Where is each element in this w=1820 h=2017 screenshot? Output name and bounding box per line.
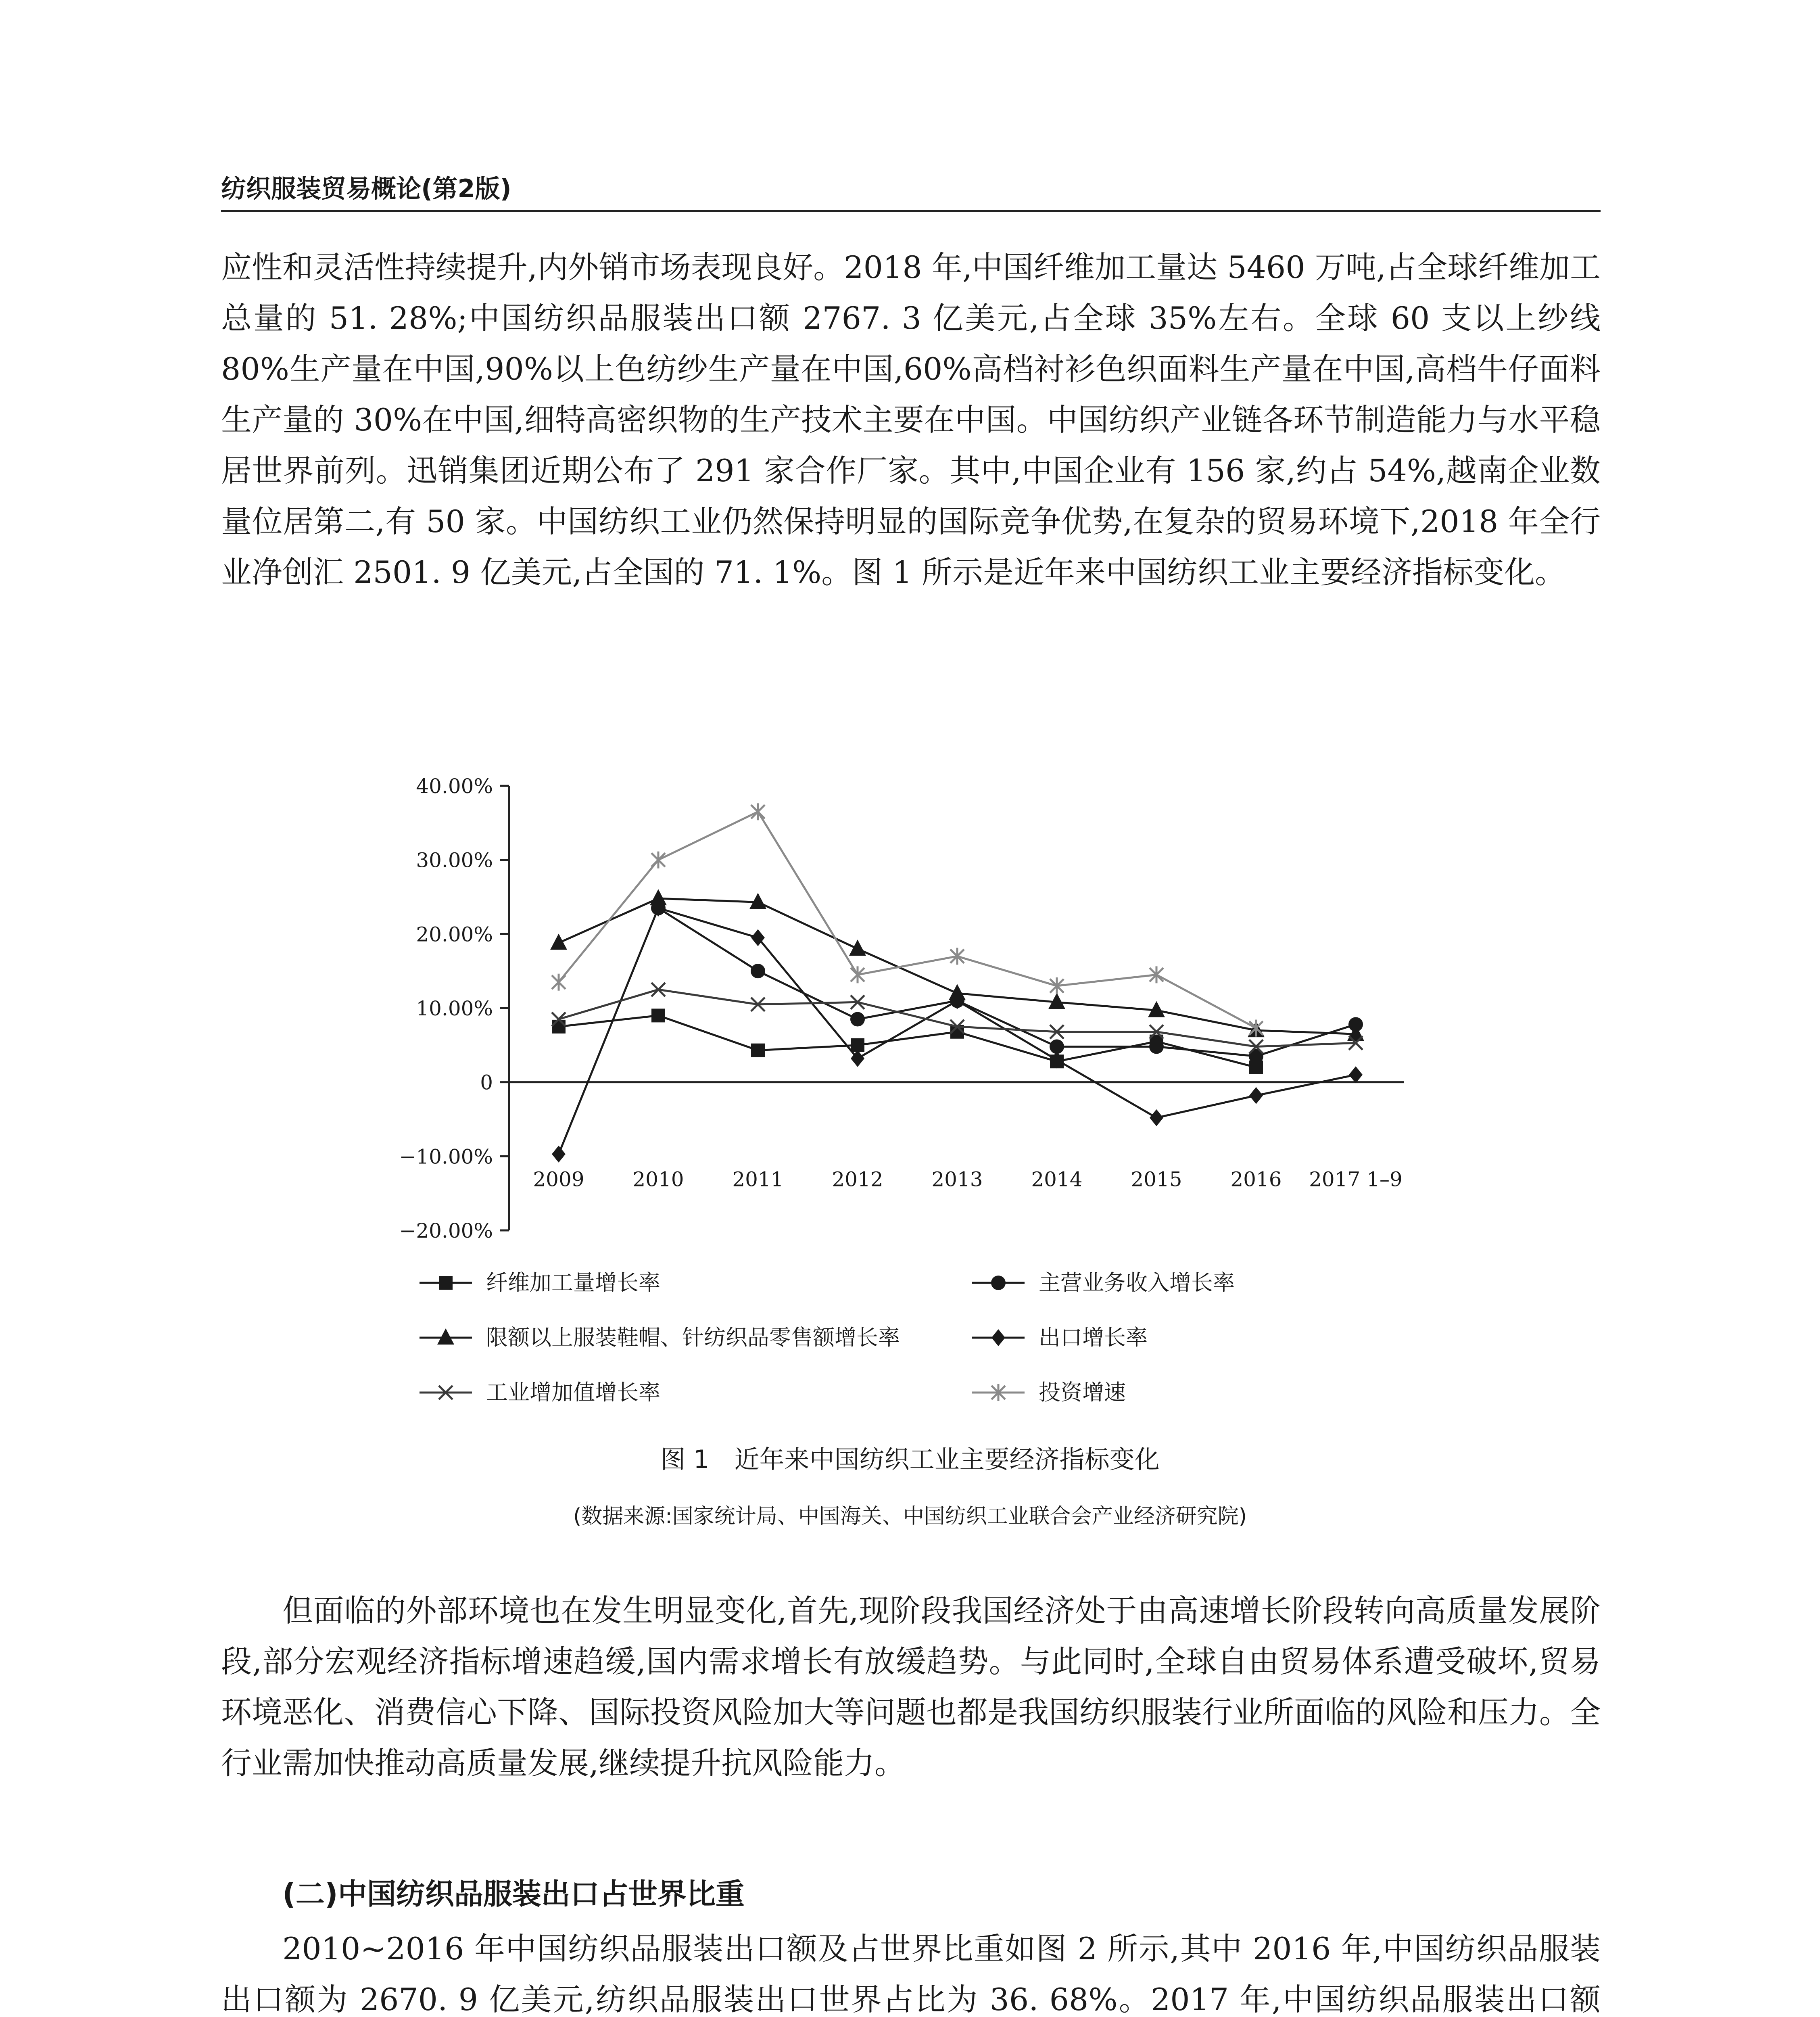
data-point — [552, 974, 566, 991]
y-tick-label: 40.00% — [416, 775, 493, 798]
data-point — [751, 1044, 765, 1057]
legend-item — [972, 1380, 1126, 1405]
x-tick-label: 2012 — [832, 1167, 883, 1191]
section-heading: (二)中国纺织品服装出口占世界比重 — [282, 1877, 745, 1911]
legend-item — [420, 1325, 900, 1350]
data-point — [1249, 1087, 1263, 1104]
legend-label: 主营业务收入增长率 — [1039, 1270, 1235, 1295]
data-point — [1349, 1066, 1363, 1083]
data-point — [651, 1008, 665, 1022]
data-point — [751, 803, 765, 820]
legend-label: 投资增速 — [1039, 1380, 1126, 1405]
y-tick-label: 30.00% — [416, 848, 493, 872]
data-point — [849, 940, 866, 956]
data-point — [991, 1276, 1006, 1290]
legend-item — [972, 1270, 1235, 1295]
legend-label: 出口增长率 — [1039, 1325, 1148, 1350]
x-tick-label: 2016 — [1230, 1167, 1282, 1191]
data-point — [439, 1276, 453, 1290]
figure-source: (数据来源:国家统计局、中国海关、中国纺织工业联合会产业经济研究院) — [573, 1504, 1247, 1528]
legend-label: 工业增加值增长率 — [486, 1380, 660, 1405]
y-tick-label: 20.00% — [416, 923, 493, 946]
figure-caption: 图 1 近年来中国纺织工业主要经济指标变化 — [660, 1445, 1160, 1474]
data-point — [751, 964, 765, 978]
y-tick-label: −10.00% — [399, 1145, 493, 1169]
data-point — [552, 1146, 566, 1163]
x-tick-label: 2011 — [732, 1167, 784, 1191]
x-tick-label: 2009 — [533, 1167, 584, 1191]
legend-label: 限额以上服装鞋帽、针纺织品零售额增长率 — [486, 1325, 900, 1350]
legend-label: 纤维加工量增长率 — [486, 1270, 660, 1295]
y-tick-label: 10.00% — [416, 997, 493, 1020]
legend-item — [972, 1325, 1148, 1350]
paragraph-2: 但面临的外部环境也在发生明显变化,首先,现阶段我国经济处于由高速增长阶段转向高质量发展阶段,部分宏观经济指标增速趋缓,国内需求增长有放缓趋势。与此同时,全球自由贸易体系遭受破坏,贸易环境恶化、消费信心下降、国际投资风险加大等问题也都是我国纺织服装行业所面临的风险和压力。全行业需加快推动高质量发展,继续提升抗风险能力。 — [221, 1593, 1601, 1781]
x-tick-label: 2015 — [1131, 1167, 1182, 1191]
data-point — [550, 933, 567, 950]
data-point — [1149, 1040, 1164, 1054]
x-tick-label: 2010 — [632, 1167, 684, 1191]
paragraph-3: 2010~2016 年中国纺织品服装出口额及占世界比重如图 2 所示,其中 2016 年,中国纺织品服装出口额为 2670. 9 亿美元,纺织品服装出口世界占比为 36. 68%。2017 年,中国纺织品服装出口额 — [221, 1931, 1601, 2017]
x-tick-label: 2017 1–9 — [1309, 1167, 1403, 1191]
data-point — [552, 1020, 566, 1034]
paragraph-1: 应性和灵活性持续提升,内外销市场表现良好。2018 年,中国纤维加工量达 5460 万吨,占全球纤维加工总量的 51. 28%;中国纺织品服装出口额 2767. 3 亿美元,占全球 35%左右。全球 60 支以上纱线 80%生产量在中国,90%以上色纺纱生产量在中国,60%高档衬衫色织面料生产量在中国,高档牛仔面料生产量的 30%在中国,细特高密织物的生产技术主要在中国。中国纺织产业链各环节制造能力与水平稳居世界前列。迅销集团近期公布了 291 家合作厂家。其中,中国企业有 156 家,约占 54%,越南企业数量位居第二,有 50 家。中国纺织工业仍然保持明显的国际竞争优势,在复杂的贸易环境下,2018 年全行业净创汇 2501. 9 亿美元,占全国的 71. 1%。图 1 所示是近年来中国纺织工业主要经济指标变化。 — [221, 249, 1601, 590]
data-point — [1249, 1020, 1263, 1037]
y-tick-label: 0 — [480, 1071, 493, 1094]
data-point — [851, 1038, 864, 1052]
data-point — [651, 852, 665, 869]
data-point — [850, 1012, 865, 1027]
legend-item — [420, 1380, 660, 1405]
x-tick-label: 2013 — [931, 1167, 983, 1191]
data-point — [437, 1328, 454, 1345]
x-tick-label: 2014 — [1031, 1167, 1083, 1191]
legend-item — [420, 1270, 660, 1295]
data-point — [1150, 1109, 1163, 1126]
series-2 — [651, 901, 1363, 1063]
y-tick-label: −20.00% — [399, 1219, 493, 1242]
series-line — [559, 898, 1356, 1034]
data-point — [991, 1329, 1005, 1346]
book-header-title: 纺织服装贸易概论(第2版) — [221, 174, 511, 203]
